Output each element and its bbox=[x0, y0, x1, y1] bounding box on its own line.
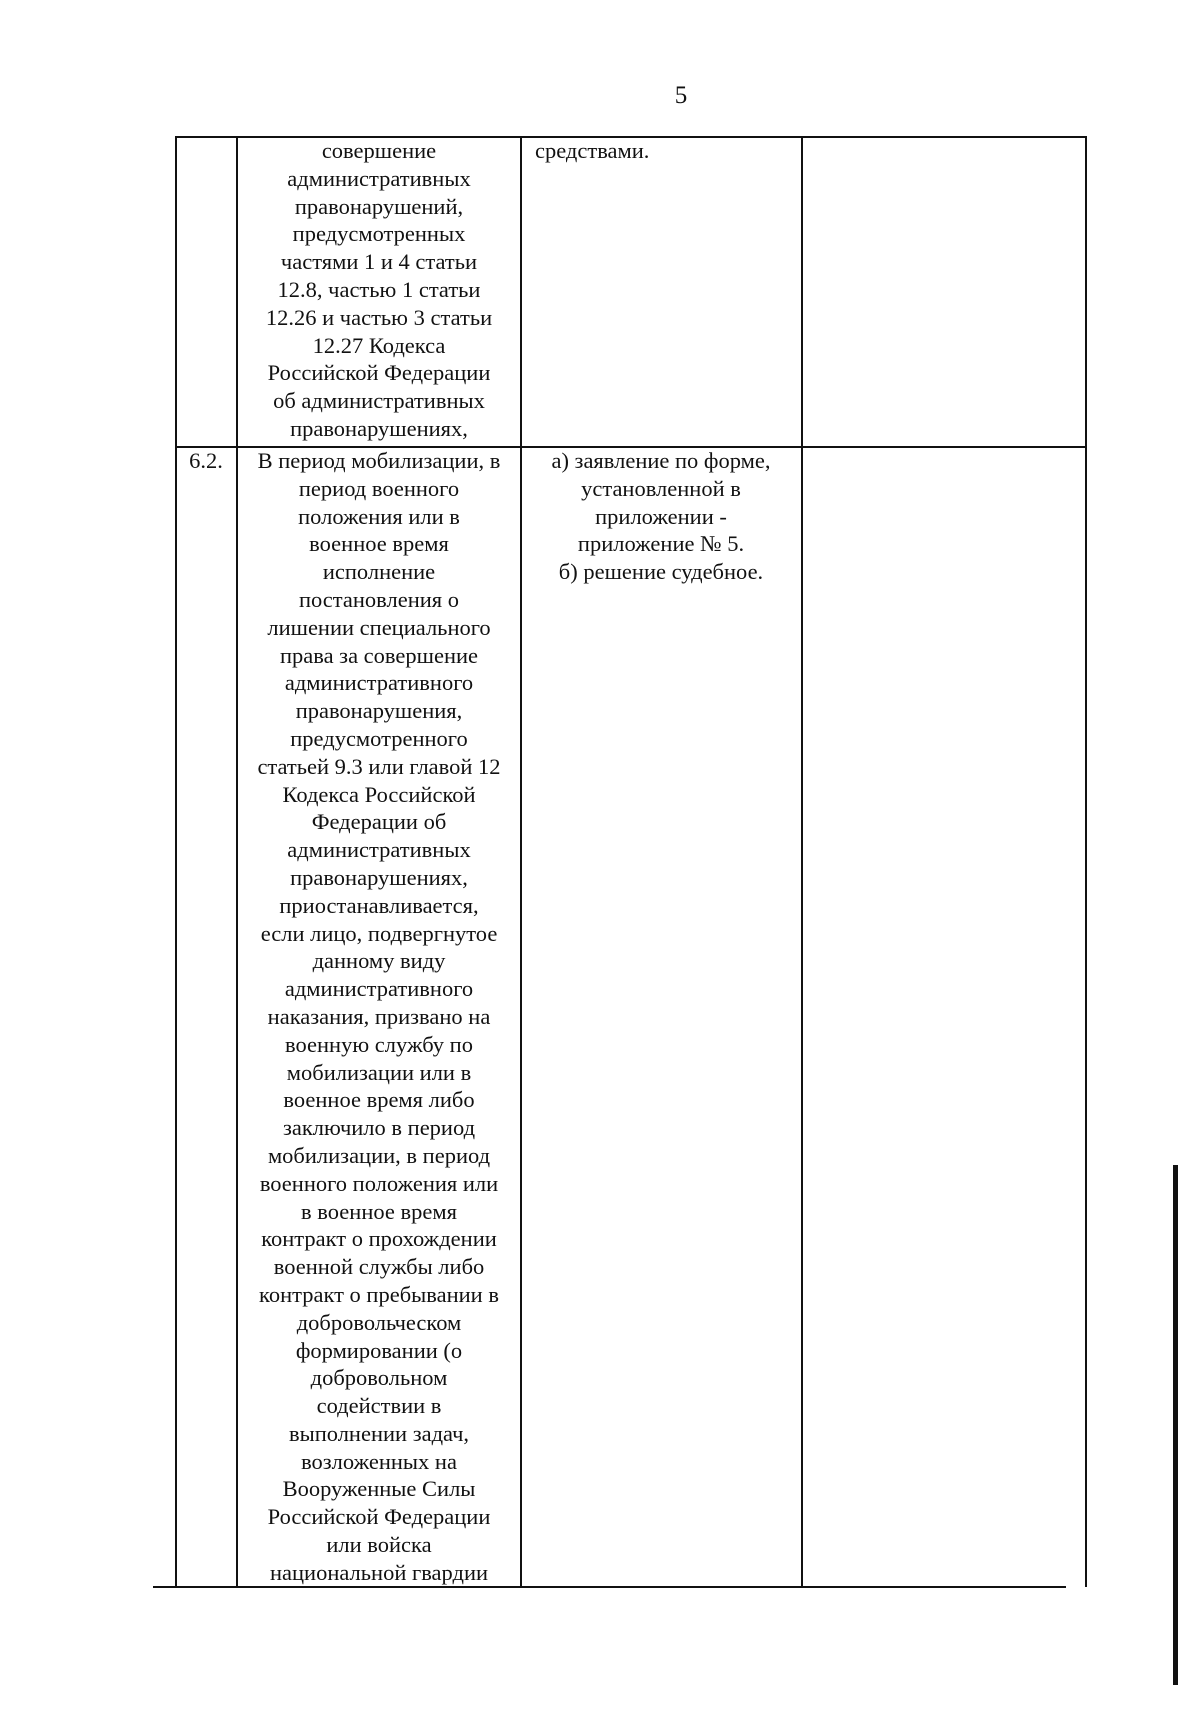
text-line: содействии в bbox=[316, 1393, 442, 1419]
text-line: положения или в bbox=[298, 503, 460, 529]
text-line: контракт о пребывании в bbox=[259, 1281, 499, 1307]
text-line: правонарушения, bbox=[295, 698, 463, 724]
text-line: предусмотренных bbox=[292, 221, 466, 247]
table-left-border bbox=[175, 136, 177, 1587]
column-divider-2 bbox=[520, 136, 522, 1587]
text-line: добровольческом bbox=[296, 1309, 462, 1335]
text-line: период военного bbox=[298, 475, 460, 501]
text-line: В период мобилизации, в bbox=[257, 448, 501, 473]
text-line: военной службы либо bbox=[273, 1254, 485, 1280]
text-line: контракт о прохождении bbox=[261, 1226, 497, 1252]
row1-description bbox=[240, 137, 518, 443]
row1-documents bbox=[535, 137, 795, 165]
text-line: заключило в период bbox=[282, 1115, 476, 1141]
column-divider-3 bbox=[801, 136, 803, 1587]
text-line: права за совершение bbox=[279, 642, 479, 668]
text-line: наказания, призвано на bbox=[267, 1003, 491, 1029]
text-line: а) заявление по форме, bbox=[551, 448, 771, 473]
text-line: установленной в bbox=[581, 475, 741, 501]
text-line: административных bbox=[287, 837, 471, 863]
text-line: исполнение bbox=[322, 559, 436, 585]
row2-description bbox=[238, 447, 520, 1587]
text-line: формировании (о bbox=[295, 1337, 463, 1363]
text-line: данному виду bbox=[312, 948, 446, 974]
text-line: статьей 9.3 или главой 12 bbox=[257, 753, 501, 779]
text-line: в военное время bbox=[301, 1198, 457, 1224]
text-line: правонарушений, bbox=[294, 193, 464, 219]
text-line: приостанавливается, bbox=[279, 892, 479, 918]
text-line: правонарушениях, bbox=[290, 864, 468, 890]
text-line: административных bbox=[287, 165, 471, 191]
text-line: военное время либо bbox=[283, 1087, 475, 1113]
text-line: добровольном bbox=[310, 1365, 448, 1391]
text-line: постановления о bbox=[298, 586, 460, 612]
text-line: Вооруженные Силы bbox=[282, 1476, 476, 1502]
text-line: совершение bbox=[321, 138, 437, 163]
text-line: военную службу по bbox=[285, 1031, 473, 1057]
scan-edge-mark bbox=[1173, 1165, 1178, 1685]
text-line: административного bbox=[284, 670, 474, 696]
text-line: Кодекса Российской bbox=[282, 781, 476, 807]
row2-documents bbox=[523, 447, 799, 586]
text-line: мобилизации, в период bbox=[267, 1142, 491, 1168]
text-line: б) решение судебное. bbox=[558, 559, 764, 585]
text-line: если лицо, подвергнутое bbox=[260, 920, 498, 946]
text-line: военное время bbox=[309, 531, 449, 557]
text-line: Российской Федерации bbox=[267, 360, 491, 386]
text-line: 12.8, частью 1 статьи bbox=[277, 276, 481, 302]
text-line: частями 1 и 4 статьи bbox=[280, 249, 478, 275]
text-line: приложение № 5. bbox=[577, 531, 745, 557]
text-line: средствами. bbox=[535, 138, 650, 163]
text-line: возложенных на bbox=[301, 1448, 457, 1474]
text-line: правонарушениях, bbox=[290, 415, 468, 441]
text-line: Российской Федерации bbox=[267, 1504, 491, 1530]
text-line: национальной гвардии bbox=[269, 1559, 489, 1585]
text-line: мобилизации или в bbox=[286, 1059, 472, 1085]
text-line: или войска bbox=[326, 1532, 432, 1558]
text-line: лишении специального bbox=[267, 614, 491, 640]
text-line: Федерации об bbox=[311, 809, 447, 835]
text-line: 12.26 и частью 3 статьи bbox=[265, 304, 493, 330]
text-line: выполнении задач, bbox=[288, 1420, 470, 1446]
row2-number: 6.2. bbox=[189, 448, 223, 473]
text-line: административного bbox=[284, 976, 474, 1002]
table-right-border bbox=[1085, 136, 1087, 1587]
text-line: 12.27 Кодекса bbox=[312, 332, 446, 358]
text-line: военного положения или bbox=[259, 1170, 499, 1196]
text-line: предусмотренного bbox=[290, 725, 468, 751]
text-line: об административных bbox=[273, 388, 485, 414]
page-number: 5 bbox=[674, 82, 688, 109]
text-line: приложении - bbox=[595, 503, 727, 529]
